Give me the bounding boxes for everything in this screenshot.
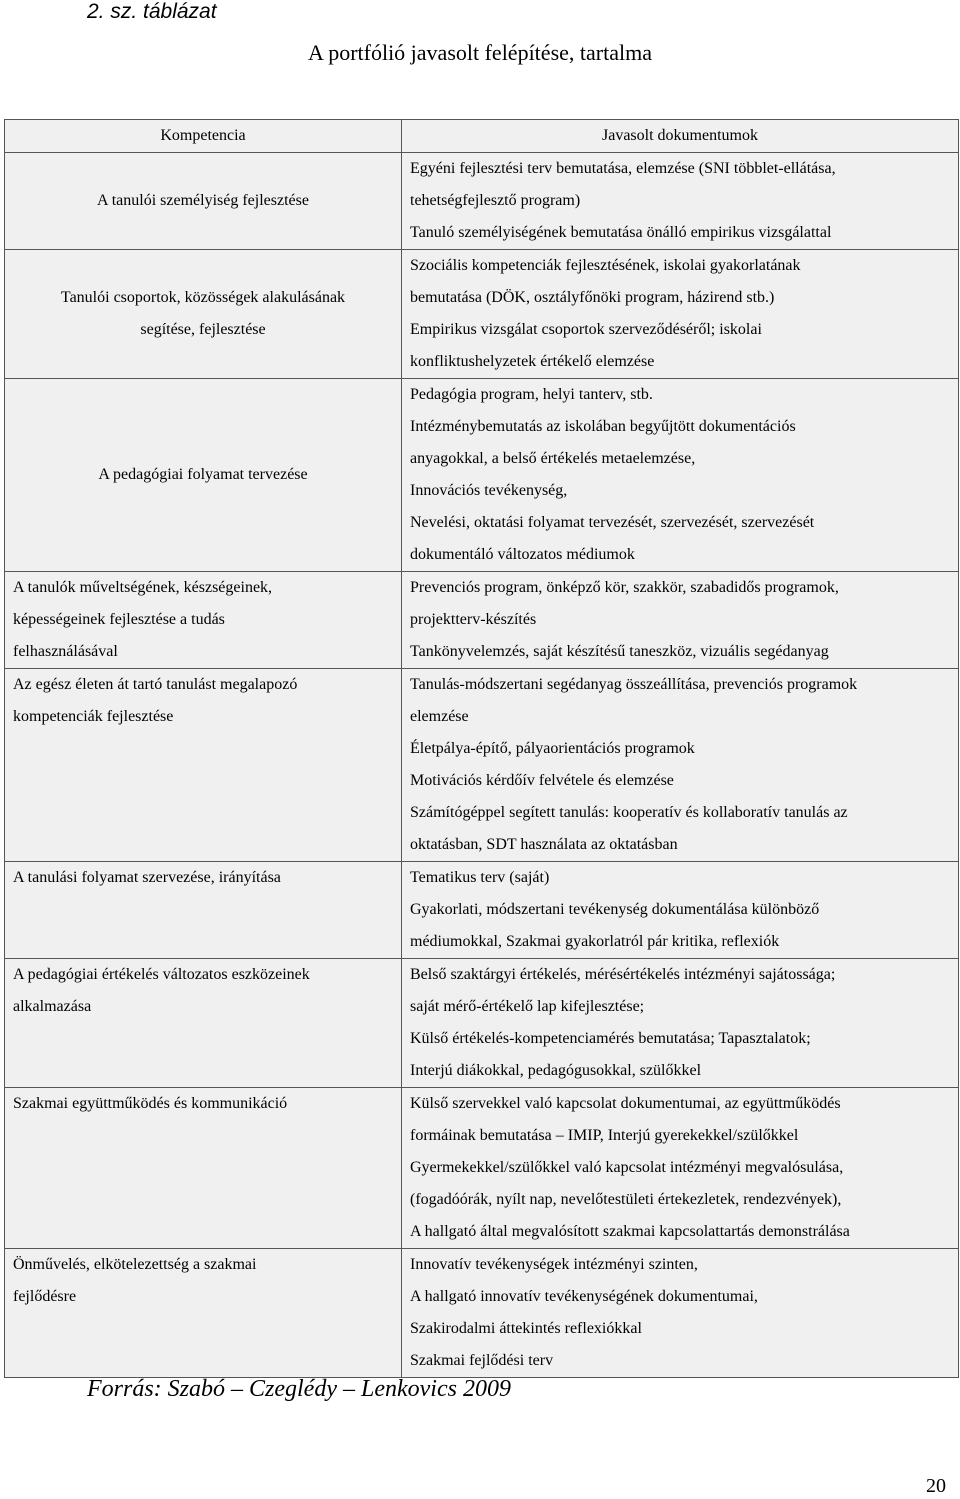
table-body xyxy=(5,153,959,1378)
document-line: Pedagógia program, helyi tanterv, stb. xyxy=(410,386,653,403)
document-line: Szakirodalmi áttekintés reflexiókkal xyxy=(410,1320,642,1337)
document-line: Intézménybemutatás az iskolában begyűjtött dokumentációs xyxy=(410,418,796,435)
competence-line: fejlődésre xyxy=(13,1288,77,1305)
document-line: Interjú diákokkal, pedagógusokkal, szülőkkel xyxy=(410,1062,702,1079)
competence-line: kompetenciák fejlesztése xyxy=(13,708,174,725)
competence-line: Tanulói csoportok, közösségek alakulásának xyxy=(60,289,346,306)
documents-cell xyxy=(402,250,959,379)
table-row xyxy=(5,379,959,572)
competence-line: A pedagógiai értékelés változatos eszközeinek xyxy=(13,966,310,983)
document-line: oktatásban, SDT használata az oktatásban xyxy=(410,836,678,853)
competence-cell xyxy=(5,1249,402,1378)
competence-cell xyxy=(5,959,402,1088)
competence-line: alkalmazása xyxy=(13,998,92,1015)
document-line: A hallgató által megvalósított szakmai kapcsolattartás demonstrálása xyxy=(410,1223,850,1240)
document-line: dokumentáló változatos médiumok xyxy=(410,546,635,563)
table-header-row xyxy=(5,120,959,153)
documents-cell xyxy=(402,572,959,669)
competence-cell xyxy=(5,669,402,862)
table-row xyxy=(5,959,959,1088)
page-title: A portfólió javasolt felépítése, tartalma xyxy=(308,40,652,65)
document-line: Külső értékelés-kompetenciamérés bemutatása; Tapasztalatok; xyxy=(410,1030,811,1047)
table-row xyxy=(5,572,959,669)
competence-line: A tanulási folyamat szervezése, irányítása xyxy=(13,869,281,886)
document-line: Tankönyvelemzés, saját készítésű taneszköz, vizuális segédanyag xyxy=(410,643,829,660)
document-line: Szociális kompetenciák fejlesztésének, iskolai gyakorlatának xyxy=(410,257,801,274)
document-line: Empirikus vizsgálat csoportok szerveződéséről; iskolai xyxy=(410,321,762,338)
portfolio-table xyxy=(4,119,959,1378)
competence-line: segítése, fejlesztése xyxy=(140,321,266,338)
document-line: Prevenciós program, önképző kör, szakkör, szabadidős programok, xyxy=(410,579,839,596)
table-row xyxy=(5,153,959,250)
document-line: Tematikus terv (saját) xyxy=(410,869,550,886)
table-caption: 2. sz. táblázat xyxy=(87,0,217,23)
table-row xyxy=(5,1088,959,1249)
documents-cell xyxy=(402,1249,959,1378)
document-line: Tanuló személyiségének bemutatása önálló empirikus vizsgálattal xyxy=(410,224,832,241)
document-line: projektterv-készítés xyxy=(410,611,537,628)
documents-cell xyxy=(402,669,959,862)
document-line: A hallgató innovatív tevékenységének dokumentumai, xyxy=(410,1288,758,1305)
competence-line: felhasználásával xyxy=(13,643,118,660)
documents-cell xyxy=(402,862,959,959)
table-row xyxy=(5,669,959,862)
document-line: Szakmai fejlődési terv xyxy=(410,1352,554,1369)
competence-line: A tanulói személyiség fejlesztése xyxy=(97,192,309,209)
documents-cell xyxy=(402,379,959,572)
document-line: Külső szervekkel való kapcsolat dokumentumai, az együttműködés xyxy=(410,1095,841,1112)
competence-cell xyxy=(5,250,402,379)
document-line: anyagokkal, a belső értékelés metaelemzése, xyxy=(410,450,696,467)
competence-cell xyxy=(5,379,402,572)
document-line: (fogadóórák, nyílt nap, nevelőtestületi értekezletek, rendezvények), xyxy=(410,1191,842,1208)
document-line: formáinak bemutatása – IMIP, Interjú gyerekekkel/szülőkkel xyxy=(410,1127,799,1144)
document-line: elemzése xyxy=(410,708,469,725)
document-line: médiumokkal, Szakmai gyakorlatról pár kritika, reflexiók xyxy=(410,933,780,950)
competence-cell xyxy=(5,572,402,669)
documents-cell xyxy=(402,959,959,1088)
competence-line: Az egész életen át tartó tanulást megalapozó xyxy=(13,676,298,693)
document-line: saját mérő-értékelő lap kifejlesztése; xyxy=(410,998,645,1015)
competence-cell xyxy=(5,1088,402,1249)
document-line: Motivációs kérdőív felvétele és elemzése xyxy=(410,772,674,789)
documents-cell xyxy=(402,153,959,250)
competence-line: A tanulók műveltségének, készségeinek, xyxy=(13,579,273,596)
competence-line: képességeinek fejlesztése a tudás xyxy=(13,611,225,628)
document-line: Nevelési, oktatási folyamat tervezését, szervezését, szervezését xyxy=(410,514,815,531)
competence-cell xyxy=(5,862,402,959)
document-line: Számítógéppel segített tanulás: kooperatív és kollaboratív tanulás az xyxy=(410,804,848,821)
document-line: Gyakorlati, módszertani tevékenység dokumentálása különböző xyxy=(410,901,820,918)
header-documents: Javasolt dokumentumok xyxy=(402,120,959,153)
document-line: Innovatív tevékenységek intézményi szinten, xyxy=(410,1256,698,1273)
document-line: tehetségfejlesztő program) xyxy=(410,192,581,209)
source-citation: Forrás: Szabó – Czeglédy – Lenkovics 2009 xyxy=(87,1376,511,1402)
competence-line: Önművelés, elkötelezettség a szakmai xyxy=(13,1256,257,1273)
page-number: 20 xyxy=(926,1475,946,1497)
table-row xyxy=(5,1249,959,1378)
document-line: Gyermekekkel/szülőkkel való kapcsolat intézményi megvalósulása, xyxy=(410,1159,844,1176)
table-row xyxy=(5,250,959,379)
header-competence: Kompetencia xyxy=(5,120,402,153)
table-row xyxy=(5,862,959,959)
document-line: Belső szaktárgyi értékelés, mérésértékelés intézményi sajátossága; xyxy=(410,966,836,983)
document-line: Életpálya-építő, pályaorientációs programok xyxy=(410,740,695,757)
document-line: Egyéni fejlesztési terv bemutatása, elemzése (SNI többlet-ellátása, xyxy=(410,160,836,177)
document-line: Tanulás-módszertani segédanyag összeállítása, prevenciós programok xyxy=(410,676,858,693)
competence-cell xyxy=(5,153,402,250)
document-line: bemutatása (DÖK, osztályfőnöki program, házirend stb.) xyxy=(410,289,775,306)
document-line: Innovációs tevékenység, xyxy=(410,482,568,499)
competence-line: A pedagógiai folyamat tervezése xyxy=(98,466,308,483)
document-line: konfliktushelyzetek értékelő elemzése xyxy=(410,353,655,370)
competence-line: Szakmai együttműködés és kommunikáció xyxy=(13,1095,288,1112)
documents-cell xyxy=(402,1088,959,1249)
